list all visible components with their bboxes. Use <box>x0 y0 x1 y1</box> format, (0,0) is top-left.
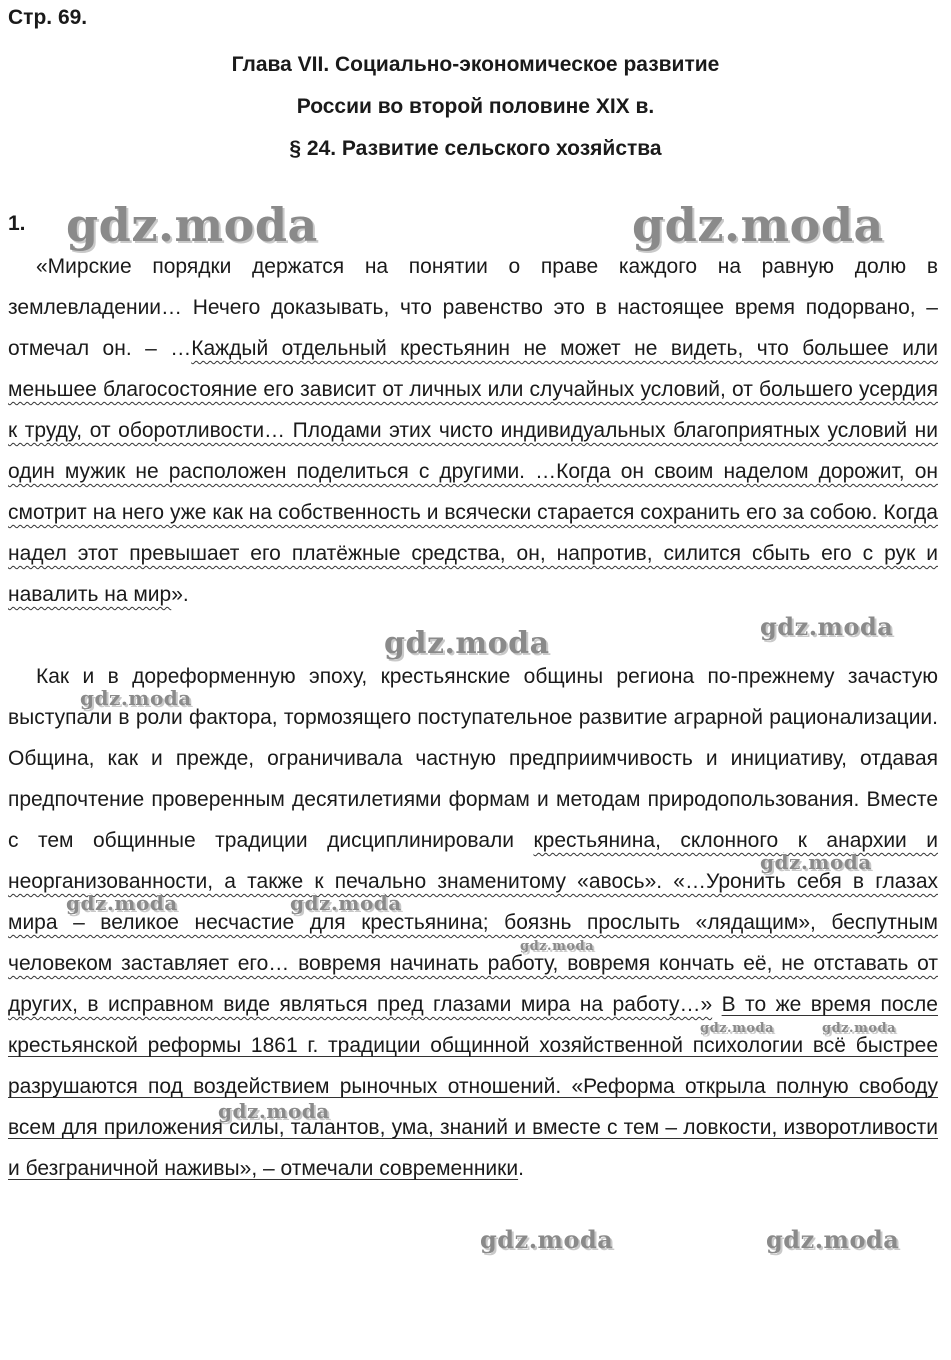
watermark-logo: gdz.moda <box>766 1225 900 1254</box>
watermark-logo: gdz.moda <box>822 1021 897 1036</box>
watermark-logo: gdz.moda <box>80 686 192 710</box>
chapter-title: Глава VII. Социально-экономическое развитие <box>231 53 720 76</box>
paragraph-2-end: . <box>518 1157 524 1180</box>
watermark-logo: gdz.moda <box>760 612 894 641</box>
paragraph-2-highlight: крестьянина, склонного к анархии и неорганизованности, а также к печально знаменитому «авось». «…Уронить себя в глазах мира – великое несчастие для крестьянина; боязнь прослыть «лядащим», беспутным человеком заставляет его… вовремя начинать работу, вовремя кончать её, не отставать от других, в исправном виде являться пред глазами мира на работу…» <box>8 829 939 1016</box>
paragraph-1-intro: «Мирские порядки держатся на понятии о праве каждого на равную долю в землевладении… Нечего доказывать, что равенство это в настоящее время подорвано, – отмечал он. – … <box>8 255 938 360</box>
chapter-headings <box>0 44 951 170</box>
paragraph-1-highlight: Каждый отдельный крестьянин не может не видеть, что большее или меньшее благосостояние его зависит от личных или случайных условий, от большего усердия к труду, от оборотливости… Плодами этих чисто индивидуальных благоприятных условий ни один мужик не расположен поделиться с другими. …Когда он своим наделом дорожит, он смотрит на него уже как на собственность и всячески старается сохранить его за собою. Когда надел этот превышает его платёжные средства, он, напротив, силится сбыть его с рук и навалить на мир <box>8 337 938 606</box>
watermark-logo: gdz.moda <box>384 626 550 661</box>
watermark-logo: gdz.moda <box>66 891 178 915</box>
paragraph-2-intro: Как и в дореформенную эпоху, крестьянские общины региона по-прежнему зачастую выступали в роли фактора, тормозящего поступательное развитие аграрной рационализации. Община, как и прежде, ограничивала частную предприимчивость и инициативу, отдавая предпочтение проверенным десятилетиями формам и методам природопользования. Вместе с тем общинные традиции дисциплинировали <box>8 665 938 852</box>
watermark-logo: gdz.moda <box>218 1099 330 1123</box>
watermark-logo: gdz.moda <box>520 939 595 954</box>
paragraph-2-gap <box>712 993 721 1016</box>
watermark-logo: gdz.moda <box>700 1021 775 1036</box>
task-number: 1. <box>8 212 26 235</box>
section-title: § 24. Развитие сельского хозяйства <box>289 137 662 160</box>
paragraph-2 <box>8 656 938 1189</box>
watermark-logo: gdz.moda <box>632 198 884 252</box>
watermark-logo: gdz.moda <box>480 1225 614 1254</box>
watermark-logo: gdz.moda <box>66 198 318 252</box>
paragraph-2-underlined: В то же время после крестьянской реформы 1861 г. традиции общинной хозяйственной психологии всё быстрее разрушаются под воздействием рыночных отношений. «Реформа открыла полную свободу всем для приложения силы, талантов, ума, знаний и вместе с тем – ловкости, изворотливости и безграничной наживы», – отмечали современники <box>8 993 938 1180</box>
watermark-logo: gdz.moda <box>760 850 872 874</box>
paragraph-1 <box>8 246 938 615</box>
page-label: Стр. 69. <box>8 6 88 29</box>
watermark-logo: gdz.moda <box>290 891 402 915</box>
chapter-subtitle: России во второй половине XIX в. <box>296 95 655 118</box>
paragraph-1-end: ». <box>171 583 189 606</box>
